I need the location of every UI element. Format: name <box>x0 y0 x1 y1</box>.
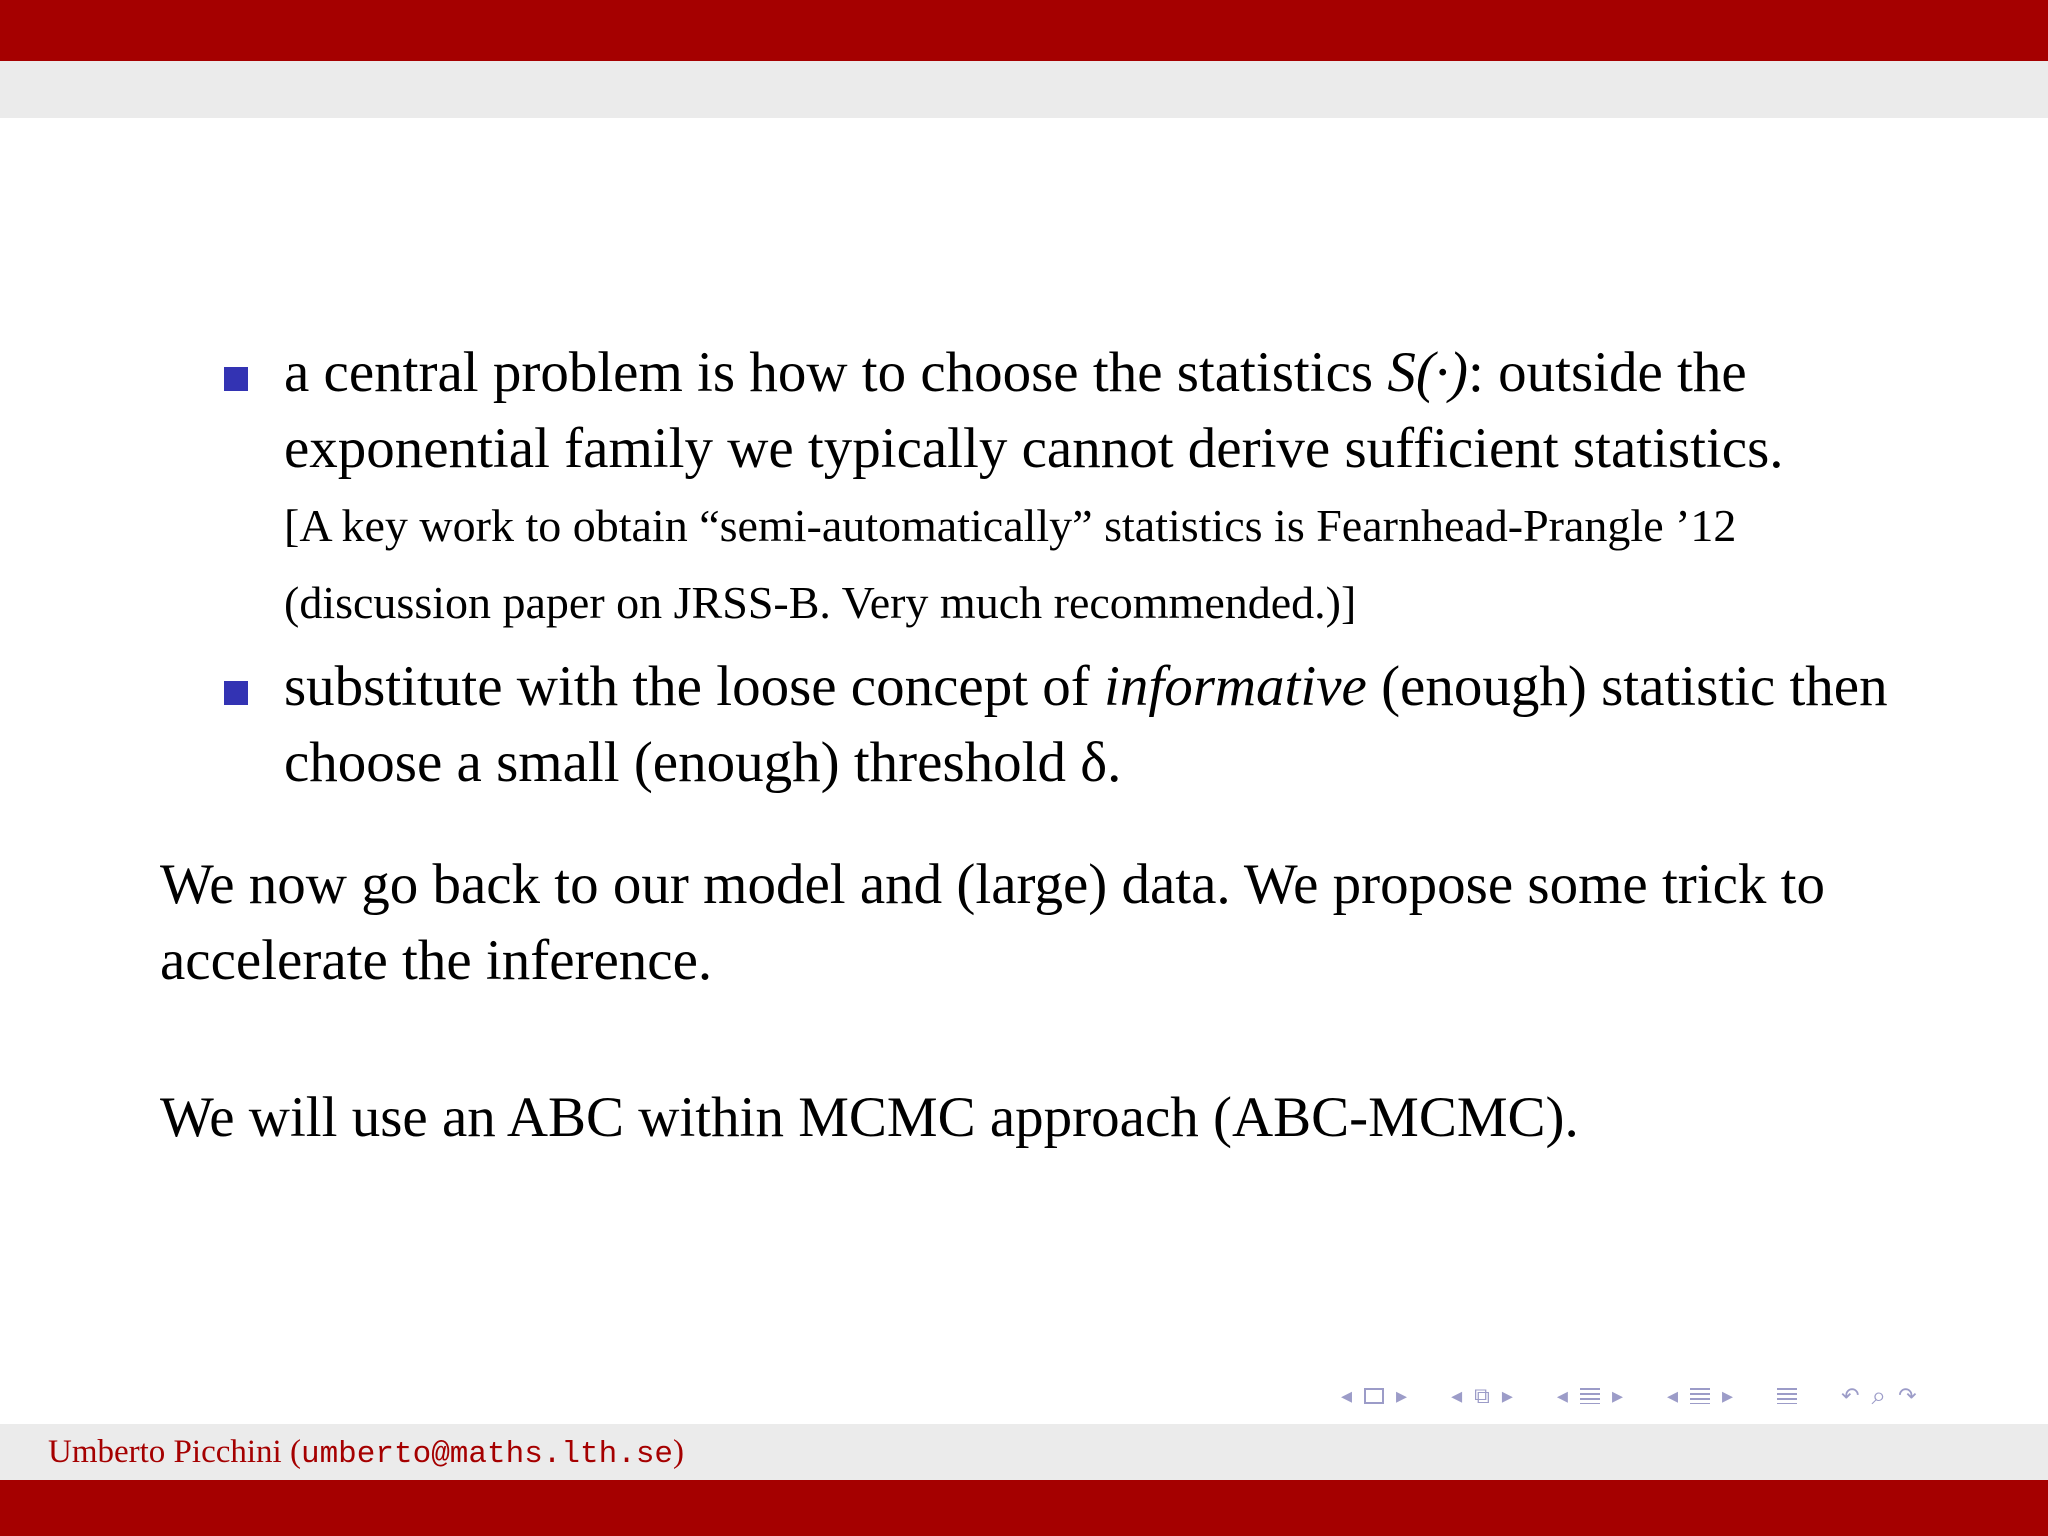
section-icon[interactable] <box>1690 1388 1710 1404</box>
nav-toc-group <box>1771 1388 1803 1404</box>
paragraph-abc-mcmc: We will use an ABC within MCMC approach (ABC-MCMC). <box>160 1086 1579 1149</box>
nav-subsection-group <box>1445 1384 1519 1409</box>
bullet-text-continued: (enough) statistic then choose a small (enough) threshold δ. <box>284 655 1888 794</box>
bullet-note: [A key work to obtain “semi-automatically” statistics is Fearnhead-Prangle ’12 (discussion paper on JRSS-B. Very much recommended.)] <box>284 500 1737 628</box>
bullet-item-statistics <box>222 335 1922 641</box>
arrow-left-icon[interactable]: ◂ <box>1556 1383 1568 1409</box>
subsection-icon[interactable]: ⧉ <box>1474 1383 1490 1409</box>
arrow-left-icon[interactable]: ◂ <box>1341 1383 1353 1409</box>
bullet-square-icon <box>224 367 248 391</box>
footer-author-line <box>48 1430 684 1477</box>
redo-icon[interactable]: ↷ <box>1898 1383 1917 1409</box>
bottom-bar <box>0 1480 2048 1536</box>
beamer-navigation <box>1335 1378 2035 1414</box>
email-close-paren: ) <box>673 1434 685 1470</box>
author-name: Umberto Picchini <box>48 1434 282 1470</box>
math-statistic: S(·) <box>1387 341 1469 404</box>
email-open-paren: ( <box>281 1434 301 1470</box>
bullet-text: substitute with the loose concept of <box>284 655 1105 718</box>
arrow-right-icon[interactable]: ▸ <box>1611 1383 1623 1409</box>
bullet-item-informative <box>222 649 1922 801</box>
bullet-square-icon <box>224 681 248 705</box>
nav-frame-group <box>1335 1384 1413 1409</box>
undo-icon[interactable]: ↶ <box>1841 1383 1860 1409</box>
arrow-right-icon[interactable]: ▸ <box>1396 1383 1408 1409</box>
arrow-left-icon[interactable]: ◂ <box>1667 1383 1679 1409</box>
arrow-right-icon[interactable]: ▸ <box>1722 1383 1734 1409</box>
nav-section-group-2 <box>1661 1384 1739 1409</box>
arrow-left-icon[interactable]: ◂ <box>1451 1383 1463 1409</box>
bullet-text-continued: : outside the exponential family we typically cannot derive sufficient statistics. <box>284 341 1784 480</box>
nav-search-group <box>1835 1381 1922 1412</box>
arrow-right-icon[interactable]: ▸ <box>1501 1383 1513 1409</box>
bullet-text: a central problem is how to choose the statistics <box>284 341 1388 404</box>
section-icon[interactable] <box>1580 1388 1600 1404</box>
paragraph-model-data: We now go back to our model and (large) data. We propose some trick to accelerate the inference. <box>160 853 1825 992</box>
nav-section-group <box>1551 1384 1629 1409</box>
toc-icon[interactable] <box>1777 1388 1797 1404</box>
frame-icon[interactable] <box>1364 1388 1384 1404</box>
search-icon[interactable]: ⌕ <box>1871 1380 1887 1411</box>
bullet-list <box>222 335 1922 801</box>
author-email: umberto@maths.lth.se <box>300 1437 674 1472</box>
emphasized-term: informative <box>1104 655 1367 718</box>
